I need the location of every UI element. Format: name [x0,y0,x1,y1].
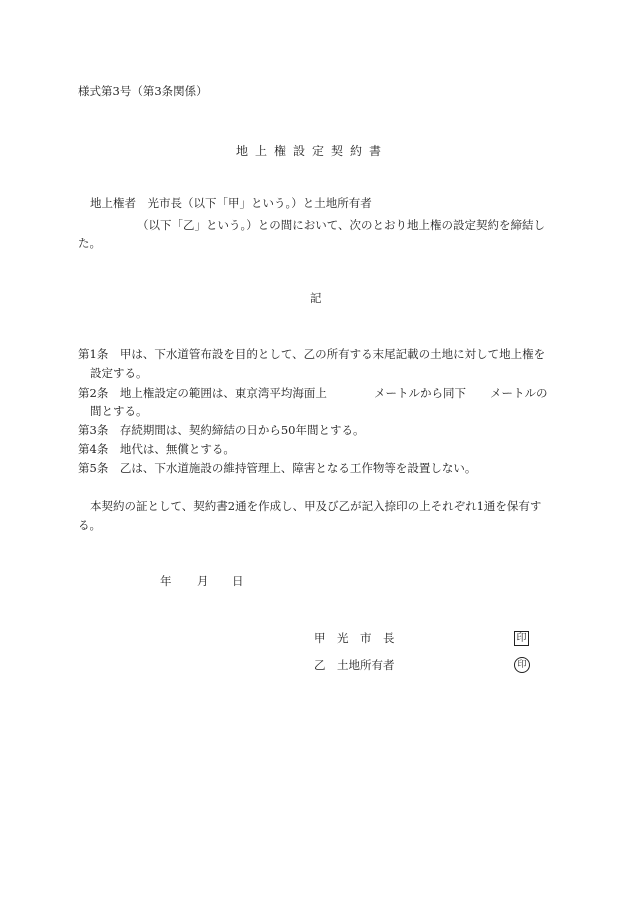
intro-line-1: 地上権者 光市長（以下「甲」という。）と土地所有者 [90,196,372,210]
article-2-line-1-part-3: メートルの [490,386,548,400]
date-year: 年 [160,574,172,588]
closing-line-2: る。 [78,518,101,532]
article-2-line-2: 間とする。 [90,404,148,418]
document-title: 地上権設定契約書 [236,144,389,158]
seal-circle-icon: 印 [514,657,530,673]
closing-line-1: 本契約の証として、契約書2通を作成し、甲及び乙が記入捺印の上それぞれ1通を保有す [90,499,542,513]
date-day: 日 [232,574,244,588]
ki-heading: 記 [310,291,322,305]
form-label: 様式第3号（第3条関係） [78,84,208,98]
article-1-line-1: 第1条 甲は、下水道管布設を目的として、乙の所有する末尾記載の土地に対して地上権を [78,347,546,361]
intro-line-3: た。 [78,236,101,250]
article-2-line-1-part-1: 第2条 地上権設定の範囲は、東京湾平均海面上 [78,386,327,400]
article-2-line-1-part-2: メートルから同下 [374,386,466,400]
intro-line-2: （以下「乙」という。）との間において、次のとおり地上権の設定契約を締結し [137,218,546,232]
signature-party-a: 甲 光 市 長 [314,631,395,645]
article-5: 第5条 乙は、下水道施設の維持管理上、障害となる工作物等を設置しない。 [78,461,477,475]
article-4: 第4条 地代は、無償とする。 [78,442,235,456]
seal-square-icon: 印 [514,631,529,646]
article-3: 第3条 存続期間は、契約締結の日から50年間とする。 [78,423,365,437]
signature-party-b: 乙 土地所有者 [314,658,395,672]
date-month: 月 [197,574,209,588]
article-1-line-2: 設定する。 [90,366,148,380]
